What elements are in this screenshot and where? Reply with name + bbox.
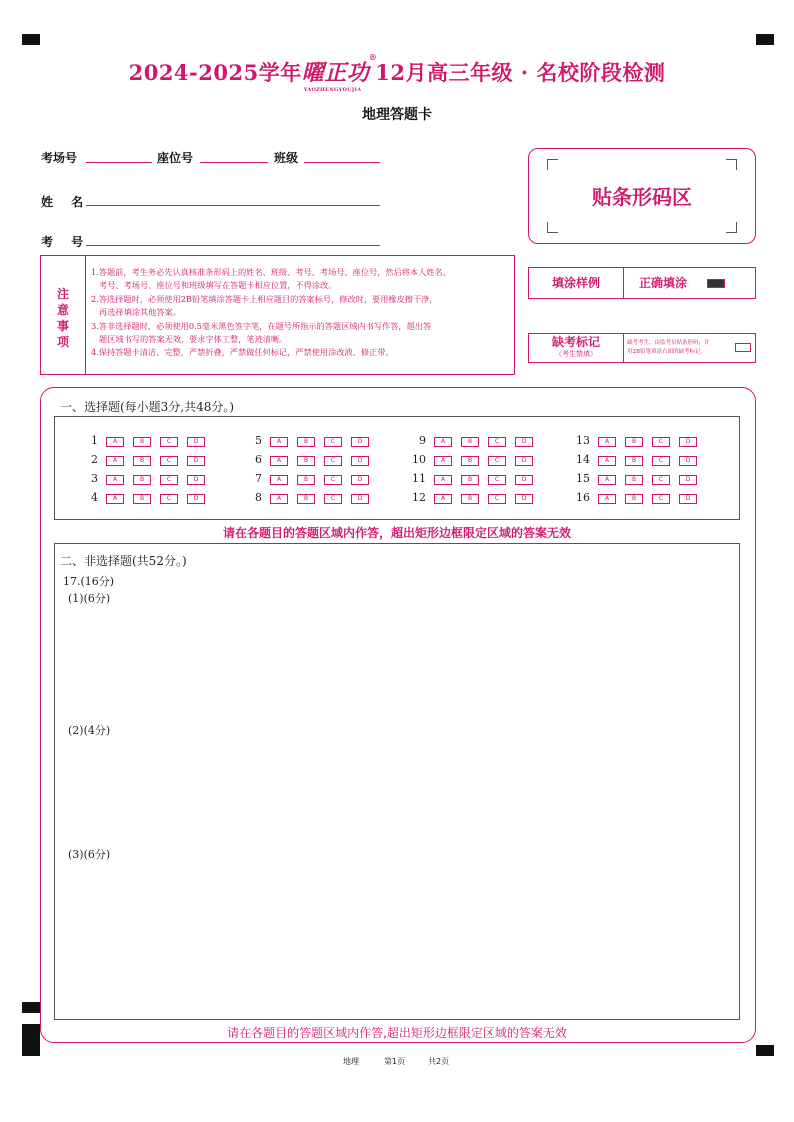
question-number: 6 <box>255 453 262 466</box>
option-bubble[interactable]: A <box>106 456 124 466</box>
option-bubble[interactable]: B <box>625 456 643 466</box>
option-bubble[interactable]: D <box>187 437 205 447</box>
option-bubble[interactable]: A <box>106 494 124 504</box>
option-bubble[interactable]: C <box>324 494 342 504</box>
option-bubble[interactable]: A <box>270 494 288 504</box>
option-bubble[interactable]: A <box>270 437 288 447</box>
question-number: 2 <box>91 453 98 466</box>
option-bubble[interactable]: C <box>652 494 670 504</box>
registration-mark-top-left <box>22 34 40 45</box>
notice-line: 3.答非选择题时，必须使用0.5毫米黑色签字笔，在题号所指示的答题区域内书写作答，超出答 <box>91 320 432 331</box>
title-suffix: 12月高三年级 · 名校阶段检测 <box>375 60 666 85</box>
option-bubble[interactable]: D <box>351 475 369 485</box>
option-bubble[interactable]: D <box>351 437 369 447</box>
option-bubble[interactable]: A <box>106 475 124 485</box>
page-title <box>0 52 794 93</box>
option-bubble[interactable]: D <box>187 456 205 466</box>
question-number: 8 <box>255 491 262 504</box>
option-bubble[interactable]: B <box>625 494 643 504</box>
option-bubble[interactable]: B <box>133 437 151 447</box>
question-number: 10 <box>412 453 426 466</box>
question-17-part-3: (3)(6分) <box>68 848 111 861</box>
option-bubble[interactable]: D <box>679 475 697 485</box>
question-number: 14 <box>576 453 590 466</box>
option-bubble[interactable]: D <box>187 494 205 504</box>
footer-page: 第1页 <box>384 1057 406 1066</box>
registration-mark-bottom-right <box>756 1045 774 1056</box>
option-bubble[interactable]: B <box>133 456 151 466</box>
notice-heading-char: 注 <box>56 287 69 301</box>
option-bubble[interactable]: A <box>598 437 616 447</box>
footer-subject: 地理 <box>343 1057 359 1066</box>
registered-mark: ® <box>368 52 378 62</box>
question-number: 13 <box>576 434 590 447</box>
barcode-label: 贴条形码区 <box>592 185 692 209</box>
option-bubble[interactable]: B <box>133 494 151 504</box>
absent-mark-checkbox[interactable] <box>735 343 751 352</box>
barcode-area <box>528 148 756 244</box>
option-bubble[interactable]: C <box>324 437 342 447</box>
option-bubble[interactable]: C <box>652 475 670 485</box>
question-number: 15 <box>576 472 590 485</box>
absent-mark-label: 缺考标记 <box>551 335 600 349</box>
option-bubble[interactable]: A <box>434 494 452 504</box>
absent-instruction-line: 缺考考生，由监考员贴条形码，并 <box>627 340 710 346</box>
notice-heading <box>41 256 86 374</box>
option-bubble[interactable]: A <box>434 456 452 466</box>
option-bubble[interactable]: D <box>515 456 533 466</box>
option-bubble[interactable]: D <box>351 456 369 466</box>
option-bubble[interactable]: B <box>297 475 315 485</box>
absent-instruction-line: 用2B铅笔填涂右面的缺考标记。 <box>627 349 707 355</box>
question-number: 7 <box>255 472 262 485</box>
option-bubble[interactable]: A <box>598 494 616 504</box>
seat-label: 座位号 <box>157 151 194 165</box>
exam-number-field[interactable] <box>86 245 380 246</box>
option-bubble[interactable]: B <box>461 494 479 504</box>
question-number: 16 <box>576 491 590 504</box>
corner-mark-bl <box>547 222 558 233</box>
option-bubble[interactable]: D <box>679 494 697 504</box>
option-bubble[interactable]: D <box>679 456 697 466</box>
name-field[interactable] <box>86 205 380 206</box>
section1-warning: 请在各题目的答题区域内作答，超出矩形边框限定区域的答案无效 <box>222 526 571 540</box>
option-bubble[interactable]: C <box>652 437 670 447</box>
absent-mark-instruction <box>627 339 731 357</box>
choice-question-box <box>54 416 740 520</box>
notice-box <box>40 255 515 375</box>
option-bubble[interactable]: B <box>461 456 479 466</box>
notice-line: 再选择填涂其他答案。 <box>99 307 181 318</box>
section2-warning: 请在各题目的答题区域内作答,超出矩形边框限定区域的答案无效 <box>227 1026 567 1040</box>
option-bubble[interactable]: D <box>515 437 533 447</box>
option-bubble[interactable]: B <box>625 437 643 447</box>
question-number: 1 <box>91 434 98 447</box>
option-bubble[interactable]: C <box>160 494 178 504</box>
class-label: 班级 <box>274 151 299 165</box>
option-bubble[interactable]: C <box>488 456 506 466</box>
option-bubble[interactable]: B <box>461 475 479 485</box>
absent-mark-sublabel: （考生禁填） <box>555 350 597 358</box>
question-number: 9 <box>419 434 426 447</box>
option-bubble[interactable]: A <box>434 475 452 485</box>
notice-line: 题区域书写的答案无效，要求字体工整，笔迹清晰。 <box>99 334 288 345</box>
corner-mark-tl <box>547 159 558 170</box>
option-bubble[interactable]: B <box>461 437 479 447</box>
option-bubble[interactable]: C <box>160 456 178 466</box>
option-bubble[interactable]: B <box>133 475 151 485</box>
class-field[interactable] <box>304 162 380 163</box>
title-prefix: 2024-2025学年 <box>128 60 302 85</box>
absent-mark-label-cell <box>529 334 624 362</box>
option-bubble[interactable]: A <box>598 456 616 466</box>
notice-line: 1.答题前，考生务必先认真核准条形码上的姓名、班级、考号、考场号、座位号，然后将本人姓名、 <box>91 267 451 277</box>
correct-fill-label: 正确填涂 <box>639 276 688 290</box>
option-bubble[interactable]: C <box>160 475 178 485</box>
notice-heading-char: 意 <box>56 303 69 317</box>
option-bubble[interactable]: D <box>351 494 369 504</box>
section1-title: 一、选择题(每小题3分,共48分。) <box>60 400 235 414</box>
corner-mark-br <box>726 222 737 233</box>
option-bubble[interactable]: C <box>652 456 670 466</box>
question-17-part-1: (1)(6分) <box>68 592 111 605</box>
registration-mark-left-1 <box>22 1002 40 1013</box>
option-bubble[interactable]: A <box>106 437 124 447</box>
option-bubble[interactable]: D <box>515 475 533 485</box>
section2-title: 二、非选择题(共52分。) <box>60 554 187 568</box>
option-bubble[interactable]: B <box>625 475 643 485</box>
logo-subtext: YAOZHENGYOUJIA <box>303 87 362 93</box>
registration-mark-top-right <box>756 34 774 45</box>
option-bubble[interactable]: A <box>434 437 452 447</box>
question-number: 12 <box>412 491 426 504</box>
question-number: 3 <box>91 472 98 485</box>
option-bubble[interactable]: C <box>488 475 506 485</box>
corner-mark-tr <box>726 159 737 170</box>
exam-room-label: 考场号 <box>41 151 78 165</box>
option-bubble[interactable]: A <box>270 475 288 485</box>
option-bubble[interactable]: C <box>160 437 178 447</box>
option-bubble[interactable]: A <box>598 475 616 485</box>
question-17-label: 17.(16分) <box>63 575 115 588</box>
question-17-part-2: (2)(4分) <box>68 724 111 737</box>
option-bubble[interactable]: D <box>187 475 205 485</box>
option-bubble[interactable]: B <box>297 437 315 447</box>
absent-mark-box <box>528 333 756 363</box>
option-bubble[interactable]: C <box>324 456 342 466</box>
exam-room-field[interactable] <box>86 162 152 163</box>
fill-sample-box <box>528 267 756 299</box>
notice-line: 考号、考场号、座位号和班级填写在答题卡相应位置，不得涂改。 <box>99 280 337 291</box>
question-number: 5 <box>255 434 262 447</box>
footer-total: 共2页 <box>428 1057 450 1066</box>
option-bubble[interactable]: C <box>324 475 342 485</box>
free-response-box[interactable] <box>54 543 740 1020</box>
sheet-subtitle: 地理答题卡 <box>362 107 432 123</box>
question-number: 4 <box>91 491 98 504</box>
question-number: 11 <box>412 472 426 485</box>
option-bubble[interactable]: D <box>679 437 697 447</box>
option-bubble[interactable]: D <box>515 494 533 504</box>
fill-sample-label: 填涂样例 <box>529 268 624 298</box>
notice-line: 4.保持答题卡清洁、完整，严禁折叠，严禁做任何标记，严禁使用涂改液、修正带。 <box>91 347 394 358</box>
exam-number-label: 考 号 <box>41 235 84 249</box>
option-bubble[interactable]: A <box>270 456 288 466</box>
option-bubble[interactable]: B <box>297 494 315 504</box>
option-bubble[interactable]: C <box>488 494 506 504</box>
notice-body <box>91 266 511 360</box>
notice-line: 2.答选择题时，必须使用2B铅笔填涂答题卡上相应题目的答案标号，修改时，要用橡皮擦干净， <box>91 293 438 304</box>
notice-heading-char: 项 <box>56 335 69 349</box>
notice-heading-char: 事 <box>56 319 69 333</box>
correct-fill-swatch <box>707 279 725 288</box>
option-bubble[interactable]: C <box>488 437 506 447</box>
logo-text: 曜正功 <box>301 60 370 86</box>
brand-logo <box>301 52 378 93</box>
name-label: 姓 名 <box>41 195 84 209</box>
option-bubble[interactable]: B <box>297 456 315 466</box>
seat-field[interactable] <box>200 162 268 163</box>
